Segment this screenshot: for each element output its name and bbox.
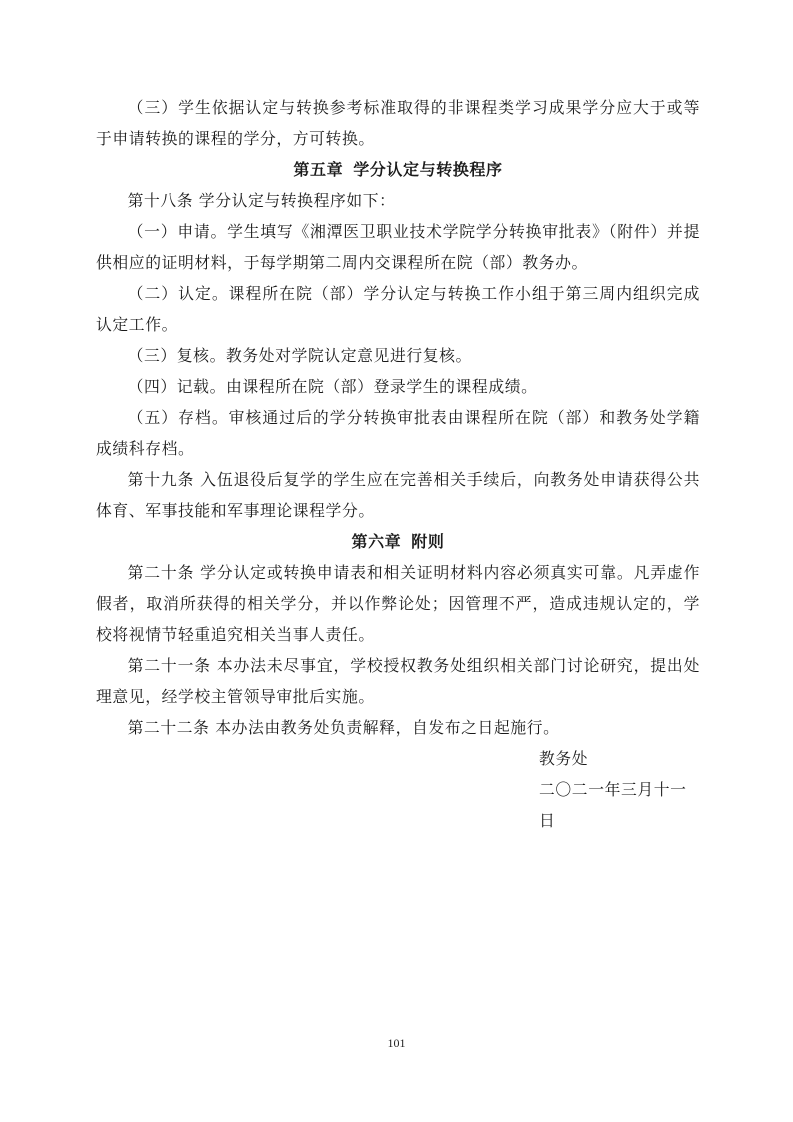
chapter-6-heading (96, 526, 700, 557)
article-19: 第十九条 入伍退役后复学的学生应在完善相关手续后，向教务处申请获得公共体育、军事技能和军事理论课程学分。 (96, 470, 700, 520)
article-20: 第二十条 学分认定或转换申请表和相关证明材料内容必须真实可靠。凡弄虚作假者，取消所获得的相关学分，并以作弊论处；因管理不严，造成违规认定的，学校将视情节轻重追究相关当事人责任。 (96, 563, 700, 644)
article-22: 第二十二条 本办法由教务处负责解释，自发布之日起施行。 (127, 718, 560, 737)
step-certify: （二）认定。课程所在院（部）学分认定与转换工作小组于第三周内组织完成认定工作。 (96, 284, 700, 334)
step-archive: （五）存档。审核通过后的学分转换审批表由课程所在院（部）和教务处学籍成绩科存档。 (96, 408, 700, 458)
chapter-5-heading (96, 154, 700, 185)
chapter-6-number: 第六章 (351, 532, 402, 551)
article-21: 第二十一条 本办法未尽事宜，学校授权教务处组织相关部门讨论研究，提出处理意见，经学校主管领导审批后实施。 (96, 656, 700, 706)
signature-date: 二〇二一年三月十一日 (539, 780, 687, 830)
step-apply: （一）申请。学生填写《湘潭医卫职业技术学院学分转换审批表》（附件）并提供相应的证明材料，于每学期第二周内交课程所在院（部）教务办。 (96, 222, 700, 272)
chapter-6-title: 附则 (411, 532, 445, 551)
step-review: （三）复核。教务处对学院认定意见进行复核。 (127, 346, 472, 365)
article-18: 第十八条 学分认定与转换程序如下： (127, 191, 396, 210)
paragraph-condition-3: （三）学生依据认定与转换参考标准取得的非课程类学习成果学分应大于或等于申请转换的课程的学分，方可转换。 (96, 98, 700, 148)
chapter-5-title: 学分认定与转换程序 (353, 160, 503, 179)
step-record: （四）记载。由课程所在院（部）登录学生的课程成绩。 (127, 377, 538, 396)
document-body (96, 92, 700, 836)
chapter-5-number: 第五章 (293, 160, 344, 179)
signature-office: 教务处 (539, 749, 589, 768)
page-number: 101 (387, 1036, 406, 1050)
